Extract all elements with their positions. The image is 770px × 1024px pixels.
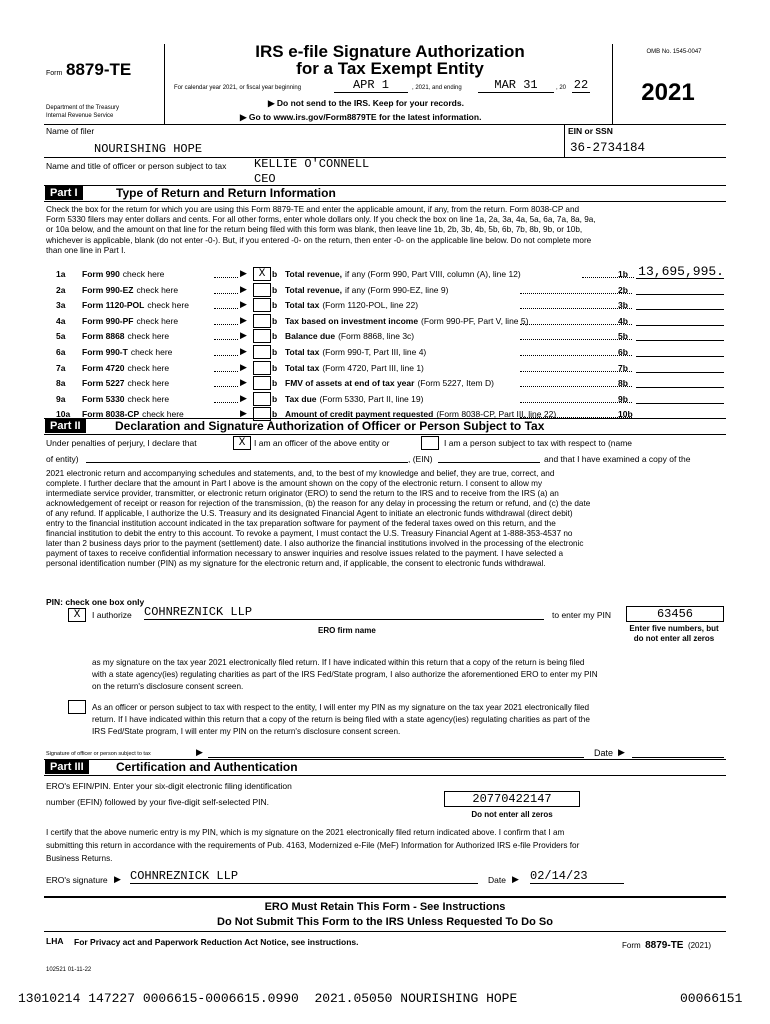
amount-description-detail: (Form 8868, line 3c) bbox=[338, 331, 415, 341]
fiscal-end-date[interactable]: MAR 31 bbox=[478, 78, 554, 93]
line-b-marker: b bbox=[272, 285, 278, 295]
line-b-marker: b bbox=[272, 269, 278, 279]
entity-ein-field[interactable] bbox=[438, 452, 540, 463]
line-number: 7a bbox=[56, 363, 66, 373]
option2-line: return. If I have indicated within this return that a copy of the return is being filed with a state agency(ies) regulating charities as part of the bbox=[92, 715, 590, 724]
line-number: 3a bbox=[56, 300, 66, 310]
arrow-right-icon: ▶ bbox=[240, 268, 247, 278]
officer-pin[interactable]: 63456 bbox=[626, 606, 724, 622]
amount-description-detail: if any (Form 990-EZ, line 9) bbox=[345, 285, 449, 295]
officer-name-title-label: Name and title of officer or person subject to tax bbox=[46, 161, 227, 171]
declaration-intro: Under penalties of perjury, I declare that bbox=[46, 438, 197, 448]
authorize-text: I authorize bbox=[92, 610, 132, 620]
line-b-number: 8b bbox=[618, 378, 628, 388]
leader-dots bbox=[214, 324, 238, 325]
leader-dots bbox=[520, 308, 632, 309]
leader-dots bbox=[520, 355, 632, 356]
part1-instructions-line: or 10a below, and the amount on that line for the return being filed with this form was blank, then leave line 1b, 2b, 3b, 4b, 5b, 6b, 7b, 8b, 9b, or 10b, bbox=[46, 225, 583, 235]
check-here-text: check here bbox=[136, 316, 179, 326]
form-name: Form 5330 bbox=[82, 394, 125, 404]
person-subject-text: I am a person subject to tax with respect to (name bbox=[444, 438, 633, 448]
officer-title[interactable]: CEO bbox=[254, 172, 276, 186]
check-here-text: check here bbox=[130, 347, 173, 357]
amount-description-detail: if any (Form 990, Part VIII, column (A), line 12) bbox=[345, 269, 521, 279]
department-label: Department of the Treasury bbox=[46, 105, 120, 111]
calendar-year-text: For calendar year 2021, or fiscal year beginning bbox=[174, 85, 302, 91]
arrow-right-icon: ▶ bbox=[196, 747, 203, 757]
declaration-line: financial institution to debit the entry to this account. To revoke a payment, I must contact the U.S. Treasury Financial Agent at 1-888-353-4537 no bbox=[46, 529, 573, 538]
arrow-right-icon: ▶ bbox=[512, 874, 519, 884]
declaration-line: payment of taxes to receive confidential information necessary to answer inquiries and resolve issues related to the payment. I have selected a bbox=[46, 549, 564, 558]
line-number: 8a bbox=[56, 378, 66, 388]
form-reference-number: 8879-TE bbox=[645, 940, 684, 951]
line-b-number: 2b bbox=[618, 285, 628, 295]
form-checkbox[interactable] bbox=[253, 376, 271, 390]
declaration-line: of any refund. If applicable, I authorize the U.S. Treasury and its designated Financial Agent to initiate an electronic funds withdrawal (direct debit) bbox=[46, 509, 573, 518]
form-checkbox[interactable] bbox=[253, 314, 271, 328]
arrow-right-icon: ▶ bbox=[240, 299, 247, 309]
form-title-line2: for a Tax Exempt Entity bbox=[296, 59, 484, 78]
form-name: Form 1120-POL bbox=[82, 300, 145, 310]
irs-label: Internal Revenue Service bbox=[46, 113, 114, 119]
examined-text: and that I have examined a copy of the bbox=[544, 454, 691, 464]
form-checkbox[interactable] bbox=[253, 329, 271, 343]
omb-number: OMB No. 1545-0047 bbox=[646, 49, 702, 55]
efin-instruction-1: ERO's EFIN/PIN. Enter your six-digit electronic filing identification bbox=[46, 781, 292, 791]
line-b-number: 9b bbox=[618, 394, 628, 404]
option1-line: as my signature on the tax year 2021 electronically filed return. If I have indicated within this return that a copy of the return is being filed bbox=[92, 658, 585, 667]
part1-instructions-line: whichever is applicable, blank (do not enter -0-). But, if you entered -0- on the return, then enter -0- on the applicable line below. Do not complete more bbox=[46, 235, 592, 245]
line-amount[interactable] bbox=[636, 295, 724, 310]
line-amount[interactable] bbox=[636, 358, 724, 373]
ero-signature-label: ERO's signature bbox=[46, 875, 108, 885]
filer-name[interactable]: NOURISHING HOPE bbox=[94, 142, 203, 156]
amount-description-bold: Amount of credit payment requested bbox=[285, 409, 434, 419]
option1-line: on the return's disclosure consent screen. bbox=[92, 682, 244, 691]
line-b-number: 10b bbox=[618, 409, 633, 419]
part3-label: Part III bbox=[45, 760, 89, 774]
option2-line: IRS Fed/State program, I will enter my PIN on the return's disclosure consent screen. bbox=[92, 727, 401, 736]
form-reference-year: (2021) bbox=[687, 941, 712, 950]
declaration-line: later than 2 business days prior to the payment (settlement) date. I also authorize the financial institutions involved in the processing of the electronic bbox=[46, 539, 584, 548]
pin-note-1: Enter five numbers, but bbox=[629, 624, 719, 633]
amount-description bbox=[285, 285, 448, 295]
check-here-text: check here bbox=[127, 363, 170, 373]
form-name: Form 8868 bbox=[82, 331, 125, 341]
line-amount[interactable] bbox=[636, 326, 724, 341]
officer-checkbox[interactable]: X bbox=[233, 436, 251, 450]
part1-instructions bbox=[46, 205, 726, 256]
form-reference-word: Form bbox=[622, 941, 641, 950]
amount-description-bold: FMV of assets at end of tax year bbox=[285, 378, 415, 388]
check-here-text: check here bbox=[127, 394, 170, 404]
form-type-label bbox=[82, 331, 169, 341]
leader-dots bbox=[214, 293, 238, 294]
line-b-marker: b bbox=[272, 331, 278, 341]
line-amount[interactable]: 13,695,995. bbox=[636, 264, 724, 279]
ein-value[interactable]: 36-2734184 bbox=[570, 141, 646, 155]
certification-line: Business Returns. bbox=[46, 854, 113, 863]
part1-instructions-line: than one line in Part I. bbox=[46, 245, 126, 255]
line-b-number: 1b bbox=[618, 269, 628, 279]
amount-description-detail: (Form 990-PF, Part V, line 5) bbox=[421, 316, 529, 326]
amount-description bbox=[285, 394, 423, 404]
form-name: Form 990-EZ bbox=[82, 285, 134, 295]
officer-name[interactable]: KELLIE O'CONNELL bbox=[254, 157, 370, 171]
amount-description-detail: (Form 990-T, Part III, line 4) bbox=[322, 347, 427, 357]
amount-description-bold: Total tax bbox=[285, 363, 320, 373]
notice-do-not-send-text: Do not send to the IRS. Keep for your records. bbox=[276, 98, 464, 108]
line-amount[interactable] bbox=[636, 389, 724, 404]
fiscal-begin-date[interactable]: APR 1 bbox=[334, 78, 408, 93]
line-amount[interactable] bbox=[636, 280, 724, 295]
self-enter-pin-checkbox[interactable] bbox=[68, 700, 86, 714]
option2-text bbox=[92, 702, 728, 738]
amount-description bbox=[285, 378, 494, 388]
arrow-right-icon: ▶ bbox=[240, 362, 247, 372]
form-checkbox[interactable] bbox=[253, 361, 271, 375]
officer-date-field[interactable] bbox=[632, 747, 724, 758]
form-type-label bbox=[82, 285, 178, 295]
retain-notice-2: Do Not Submit This Form to the IRS Unless Requested To Do So bbox=[217, 916, 553, 928]
check-here-text: check here bbox=[127, 331, 170, 341]
line-b-marker: b bbox=[272, 394, 278, 404]
form-type-label bbox=[82, 363, 169, 373]
privacy-notice: For Privacy act and Paperwork Reduction Act Notice, see instructions. bbox=[74, 937, 359, 947]
ero-firm-name-label: ERO firm name bbox=[318, 626, 376, 635]
line-number: 10a bbox=[56, 409, 71, 419]
certification-line: submitting this return in accordance with the requirements of Pub. 4163, Modernized e-File (MeF) Information for Authorized IRS e-file Providers for bbox=[46, 841, 580, 850]
certification-text bbox=[46, 826, 730, 865]
form-checkbox[interactable] bbox=[253, 345, 271, 359]
leader-dots bbox=[520, 402, 632, 403]
declaration-line: intermediate service provider, transmitter, or electronic return originator (ERO) to send the return to the IRS and to receive from the IRS (a) an bbox=[46, 489, 559, 498]
of-entity-label: of entity) bbox=[46, 454, 79, 464]
line-number: 5a bbox=[56, 331, 66, 341]
amount-description-detail: (Form 5227, Item D) bbox=[417, 378, 494, 388]
pin-heading: PIN: check one box only bbox=[46, 597, 145, 607]
amount-description-bold: Balance due bbox=[285, 331, 336, 341]
form-type-label bbox=[82, 394, 169, 404]
form-checkbox[interactable] bbox=[253, 392, 271, 406]
arrow-right-icon: ▶ bbox=[240, 393, 247, 403]
page-number: 00066151 bbox=[680, 991, 743, 1006]
line-b-marker: b bbox=[272, 378, 278, 388]
leader-dots bbox=[214, 386, 238, 387]
arrow-right-icon: ▶ bbox=[240, 330, 247, 340]
check-here-text: check here bbox=[122, 269, 165, 279]
form-checkbox[interactable] bbox=[253, 298, 271, 312]
line-number: 9a bbox=[56, 394, 66, 404]
amount-description-bold: Total revenue, bbox=[285, 269, 342, 279]
notice-website: ▶ Go to www.irs.gov/Form8879TE for the latest information. bbox=[240, 112, 482, 122]
option1-text bbox=[92, 657, 728, 693]
amount-description bbox=[285, 269, 521, 279]
declaration-line: complete. I further declare that the amount in Part I above is the amount shown on the copy of the electronic return. I consent to allow my bbox=[46, 479, 543, 488]
amount-description bbox=[285, 331, 414, 341]
line-number: 6a bbox=[56, 347, 66, 357]
ein-label: EIN or SSN bbox=[568, 126, 613, 136]
form-name: Form 8038-CP bbox=[82, 409, 140, 419]
option2-line: As an officer or person subject to tax with respect to the entity, I will enter my PIN as my signature on the tax year 2021 electronically filed bbox=[92, 703, 590, 712]
arrow-right-icon: ▶ bbox=[114, 874, 121, 884]
ending-text: , 2021, and ending bbox=[412, 85, 462, 91]
amount-description-detail: (Form 1120-POL, line 22) bbox=[322, 300, 419, 310]
fiscal-end-year[interactable]: 22 bbox=[573, 78, 589, 92]
retain-notice-1: ERO Must Retain This Form - See Instructions bbox=[264, 901, 506, 913]
form-title-line1: IRS e-file Signature Authorization bbox=[255, 42, 525, 61]
leader-dots bbox=[520, 339, 632, 340]
declaration-line: entry to the financial institution account indicated in the tax preparation software for payment of the federal taxes owed on this return, and the bbox=[46, 519, 556, 528]
amount-description-bold: Total revenue, bbox=[285, 285, 342, 295]
ero-date-label: Date bbox=[488, 875, 506, 885]
line-amount[interactable] bbox=[636, 342, 724, 357]
form-name: Form 4720 bbox=[82, 363, 125, 373]
year-prefix: , 20 bbox=[556, 85, 567, 91]
declaration-line: personal identification number (PIN) as my signature for the electronic return and, if applicable, the consent to electronic funds withdrawal. bbox=[46, 559, 546, 568]
form-type-label bbox=[82, 300, 189, 310]
name-of-filer-label: Name of filer bbox=[46, 126, 95, 136]
part2-label: Part II bbox=[45, 419, 86, 433]
part3-title: Certification and Authentication bbox=[116, 760, 298, 774]
leader-dots bbox=[520, 293, 632, 294]
check-here-text: check here bbox=[136, 285, 179, 295]
leader-dots bbox=[214, 355, 238, 356]
form-name: Form 990-PF bbox=[82, 316, 134, 326]
part2-title: Declaration and Signature Authorization of Officer or Person Subject to Tax bbox=[115, 419, 545, 433]
ero-firm-name[interactable]: COHNREZNICK LLP bbox=[144, 605, 544, 620]
amount-description-bold: Total tax bbox=[285, 300, 320, 310]
form-type-label bbox=[82, 316, 178, 326]
notice-do-not-send: ▶ Do not send to the IRS. Keep for your records. bbox=[268, 98, 464, 108]
form-reference bbox=[622, 935, 711, 953]
authorize-ero-checkbox[interactable]: X bbox=[68, 608, 86, 622]
arrow-right-icon: ▶ bbox=[240, 315, 247, 325]
arrow-right-icon: ▶ bbox=[618, 747, 625, 757]
form-word: Form bbox=[46, 70, 63, 77]
lha-label: LHA bbox=[46, 936, 64, 946]
ero-signature[interactable]: COHNREZNICK LLP bbox=[130, 869, 478, 884]
form-name: Form 990-T bbox=[82, 347, 128, 357]
amount-description bbox=[285, 347, 426, 357]
ein-paren-label: , (EIN) bbox=[408, 454, 433, 464]
leader-dots bbox=[214, 308, 238, 309]
line-number: 1a bbox=[56, 269, 66, 279]
entity-name-field[interactable] bbox=[86, 452, 408, 463]
check-here-text: check here bbox=[127, 378, 170, 388]
line-b-number: 3b bbox=[618, 300, 628, 310]
declaration-line: 2021 electronic return and accompanying schedules and statements, and, to the best of my knowledge and belief, they are true, correct, and bbox=[46, 469, 555, 478]
amount-description-detail: (Form 8038-CP, Part III, line 22) bbox=[436, 409, 557, 419]
form-type-label bbox=[82, 347, 172, 357]
to-enter-pin-text: to enter my PIN bbox=[552, 610, 612, 620]
officer-signature-field[interactable] bbox=[208, 747, 584, 758]
amount-description-detail: (Form 4720, Part III, line 1) bbox=[322, 363, 424, 373]
line-b-marker: b bbox=[272, 363, 278, 373]
efin-note: Do not enter all zeros bbox=[471, 810, 553, 819]
efin-instruction-2: number (EFIN) followed by your five-digit self-selected PIN. bbox=[46, 797, 269, 807]
certification-line: I certify that the above numeric entry is my PIN, which is my signature on the 2021 electronically filed return indicated above. I confirm that I am bbox=[46, 828, 565, 837]
person-subject-checkbox[interactable] bbox=[421, 436, 439, 450]
declaration-body bbox=[46, 469, 730, 569]
leader-dots bbox=[214, 339, 238, 340]
part1-title: Type of Return and Return Information bbox=[116, 186, 336, 200]
officer-date-label: Date bbox=[594, 748, 614, 758]
check-here-text: check here bbox=[142, 409, 184, 419]
leader-dots bbox=[214, 277, 238, 278]
form-type-label bbox=[82, 269, 164, 279]
amount-description-bold: Total tax bbox=[285, 347, 320, 357]
part1-instructions-line: Check the box for the return for which you are using this Form 8879-TE and enter the applicable amount, if any, from the return. Form 8038-CP and bbox=[46, 205, 580, 214]
leader-dots bbox=[520, 324, 632, 325]
line-b-number: 6b bbox=[618, 347, 628, 357]
line-amount[interactable] bbox=[636, 373, 724, 388]
arrow-right-icon: ▶ bbox=[240, 377, 247, 387]
bottom-identifier-line: 13010214 147227 0006615-0006615.0990 2021.05050 NOURISHING HOPE bbox=[18, 991, 518, 1006]
line-amount[interactable] bbox=[636, 311, 724, 326]
check-here-text: check here bbox=[147, 300, 189, 310]
form-name: Form 990 bbox=[82, 269, 120, 279]
amount-description-bold: Tax due bbox=[285, 394, 317, 404]
ero-date[interactable]: 02/14/23 bbox=[530, 869, 624, 884]
leader-dots bbox=[520, 371, 632, 372]
line-b-marker: b bbox=[272, 347, 278, 357]
form-checkbox[interactable]: X bbox=[253, 267, 271, 281]
line-b-number: 7b bbox=[618, 363, 628, 373]
leader-dots bbox=[214, 371, 238, 372]
leader-dots bbox=[214, 402, 238, 403]
form-checkbox[interactable] bbox=[253, 283, 271, 297]
notice-website-text: Go to www.irs.gov/Form8879TE for the latest information. bbox=[248, 112, 482, 122]
tax-year: 2021 bbox=[641, 79, 695, 106]
line-b-number: 5b bbox=[618, 331, 628, 341]
part1-instructions-line: Form 5330 filers may enter dollars and cents. For all other forms, enter whole dollars only. If you check the box on line 1a, 2a, 3a, 4a, 5a, 6a, 7a, 8a, 9a, bbox=[46, 215, 596, 225]
amount-description-bold: Tax based on investment income bbox=[285, 316, 419, 326]
form-code: 102521 01-11-22 bbox=[46, 967, 92, 973]
arrow-right-icon: ▶ bbox=[240, 284, 247, 294]
line-b-marker: b bbox=[272, 316, 278, 326]
arrow-right-icon: ▶ bbox=[240, 346, 247, 356]
form-name: Form 5227 bbox=[82, 378, 125, 388]
amount-description bbox=[285, 316, 528, 326]
line-b-marker: b bbox=[272, 409, 278, 419]
form-number: 8879-TE bbox=[66, 60, 132, 79]
option1-line: with a state agency(ies) regulating charities as part of the IRS Fed/State program, I also authorize the aforementioned ERO to enter my PIN bbox=[92, 670, 598, 679]
line-b-number: 4b bbox=[618, 316, 628, 326]
line-amount[interactable] bbox=[636, 404, 724, 419]
efin-pin-value[interactable]: 20770422147 bbox=[444, 791, 580, 807]
pin-note-2: do not enter all zeros bbox=[633, 634, 715, 643]
officer-signature-label: Signature of officer or person subject to tax bbox=[46, 751, 151, 757]
amount-description bbox=[285, 300, 418, 310]
leader-dots bbox=[520, 386, 632, 387]
amount-description-detail: (Form 5330, Part II, line 19) bbox=[319, 394, 424, 404]
declaration-line: acknowledgement of receipt or reason for rejection of the transmission, (b) the reason for any delay in processing the return or refund, and (c) the date bbox=[46, 499, 591, 508]
amount-description bbox=[285, 363, 424, 373]
line-number: 4a bbox=[56, 316, 66, 326]
arrow-right-icon: ▶ bbox=[240, 408, 247, 418]
form-type-label bbox=[82, 378, 169, 388]
line-b-marker: b bbox=[272, 300, 278, 310]
officer-option-text: I am an officer of the above entity or bbox=[254, 438, 390, 448]
part1-label: Part I bbox=[45, 186, 83, 200]
line-number: 2a bbox=[56, 285, 66, 295]
